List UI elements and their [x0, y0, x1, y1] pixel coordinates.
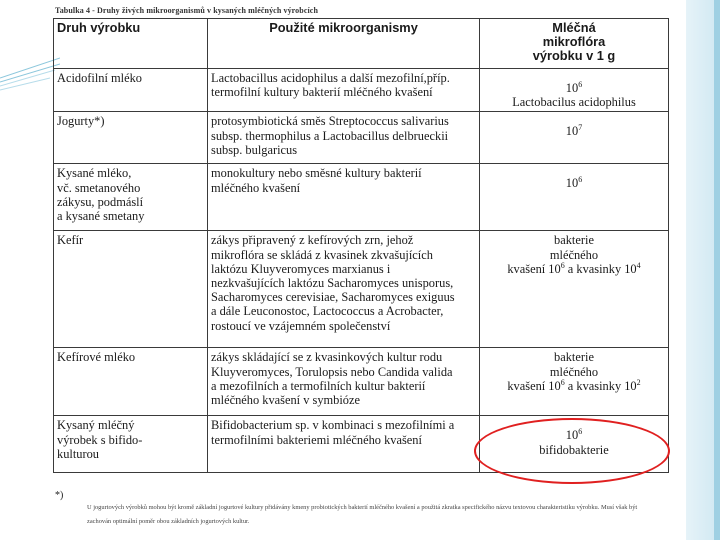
decorative-lines — [0, 0, 60, 110]
product-cell: Acidofilní mléko — [54, 69, 208, 112]
flora-exponent: 6 — [560, 377, 565, 387]
flora-base: 10 — [565, 124, 579, 139]
flora-text: bifidobakterie — [539, 442, 609, 457]
microorganisms-cell: zákys připravený z kefírových zrn, jehož mikroflóra se skládá z kvasinek zkvašujících laktózu Kluyveromyces marxianus i nezkvašujících laktózu Sacharomyces unisporus, Sacharomyces cerevisiae, Sacharomyces exiguus a dále Leuconostoc, Lactococcus a Acrobacter, rostoucí ve vzájemném společenství — [208, 231, 480, 348]
flora-cell — [480, 348, 669, 416]
microorganisms-cell: zákys skládající se z kvasinkových kultur rodu Kluyveromyces, Torulopsis nebo Candida valida a mezofilních a termofilních kultur bakterií mléčného kvašení v symbióze — [208, 348, 480, 416]
flora-exponent: 6 — [578, 427, 583, 437]
microorganisms-cell: Bifidobacterium sp. v kombinaci s mezofilními a termofilními bakteriemi mléčného kvašení — [208, 416, 480, 473]
flora-text: a kvasinky 10 — [564, 378, 637, 393]
flora-base: 10 — [565, 428, 579, 443]
flora-exponent: 7 — [578, 123, 583, 133]
flora-cell — [480, 164, 669, 231]
flora-exponent: 6 — [560, 260, 565, 270]
microorganisms-cell: protosymbiotická směs Streptococcus salivarius subsp. thermophilus a Lactobacillus delbrueckii subsp. bulgaricus — [208, 112, 480, 164]
product-cell: Kefírové mléko — [54, 348, 208, 416]
microorganism-table — [53, 18, 669, 473]
column-header-microorganisms: Použité mikroorganismy — [208, 19, 480, 69]
product-cell: Kysaný mléčný výrobek s bifido- kulturou — [54, 416, 208, 473]
column-header-flora: Mléčná mikroflóra výrobku v 1 g — [480, 19, 669, 69]
table-row — [54, 231, 669, 348]
table-header-row — [54, 19, 669, 69]
flora-base: 10 — [565, 176, 579, 191]
microorganisms-cell: monokultury nebo směsné kultury bakterií mléčného kvašení — [208, 164, 480, 231]
footnote-mark: *) — [55, 490, 64, 501]
product-cell: Kefír — [54, 231, 208, 348]
flora-cell — [480, 69, 669, 112]
flora-exponent: 2 — [636, 377, 641, 387]
flora-exponent: 4 — [636, 260, 641, 270]
flora-cell — [480, 231, 669, 348]
flora-text: bakterie mléčného kvašení 10 — [507, 233, 599, 276]
table-row — [54, 112, 669, 164]
table-row — [54, 69, 669, 112]
flora-text: a kvasinky 10 — [564, 261, 637, 276]
flora-text: bakterie mléčného kvašení 10 — [507, 350, 599, 393]
table-row — [54, 348, 669, 416]
microorganisms-cell: Lactobacillus acidophilus a další mezofilní,příp. termofilní kultury bakterií mléčného kvašení — [208, 69, 480, 112]
flora-cell — [480, 112, 669, 164]
flora-exponent: 6 — [578, 175, 583, 185]
table-row — [54, 164, 669, 231]
flora-exponent: 6 — [578, 79, 583, 89]
highlight-ellipse — [474, 418, 670, 484]
footnote-text: U jogurtových výrobků mohou být kromě základní jogurtové kultury přidávány kmeny probiotických bakterií mléčného kvašení a použitá zkratka specifického názvu textovou charakteristiku výrobku. Musí však být zachován optimální poměr obou základních jogurtových kultur. — [87, 504, 638, 525]
flora-text: Lactobacilus acidophilus — [512, 95, 636, 110]
product-cell: Jogurty*) — [54, 112, 208, 164]
table-caption: Tabulka 4 - Druhy živých mikroorganismů v kysaných mléčných výrobcích — [55, 6, 319, 15]
decorative-stripe — [714, 0, 720, 540]
flora-base: 10 — [565, 81, 579, 95]
column-header-product: Druh výrobku — [54, 19, 208, 69]
decorative-side-band — [686, 0, 720, 540]
product-cell: Kysané mléko, vč. smetanového zákysu, podmáslí a kysané smetany — [54, 164, 208, 231]
